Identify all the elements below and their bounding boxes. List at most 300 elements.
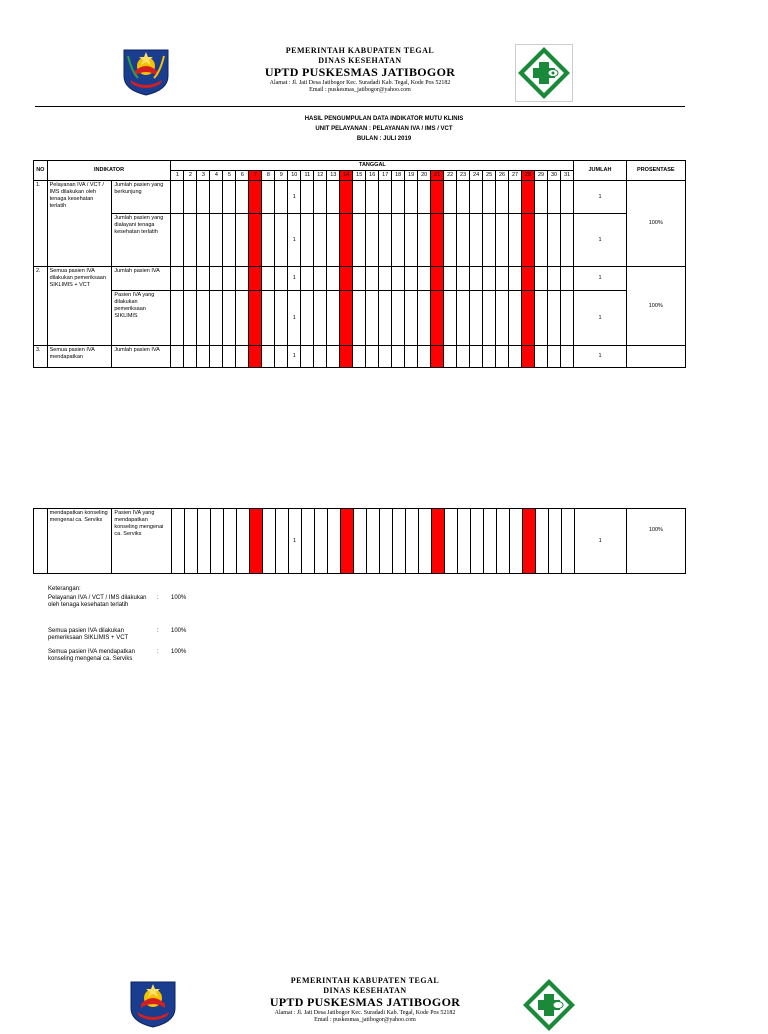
day-cell — [288, 214, 301, 267]
day-cell — [327, 346, 340, 368]
day-cell — [379, 214, 392, 267]
office-name-bottom: DINAS KESEHATAN — [323, 986, 407, 995]
day-cell-text: 1 — [293, 537, 297, 544]
day-cell-text: 1 — [292, 353, 296, 359]
day-header-text: 25 — [486, 172, 493, 178]
day-cell — [561, 346, 574, 368]
day-cell — [184, 346, 197, 368]
day-cell — [262, 214, 275, 267]
email-line-bottom: Email : puskesmas_jatibogor@yahoo.com — [314, 1017, 416, 1023]
puskesmas-name-bottom: UPTD PUSKESMAS JATIBOGOR — [269, 995, 461, 1009]
day-header-text: 30 — [550, 172, 558, 178]
day-cell — [444, 214, 457, 267]
day-cell — [405, 214, 418, 267]
day-header-text: 22 — [447, 172, 454, 178]
row-total-text: 1 — [598, 537, 602, 544]
day-cell — [210, 267, 223, 291]
day-header-text: 20 — [421, 172, 428, 178]
day-cell — [509, 291, 522, 346]
day-cell — [418, 291, 431, 346]
day-cell — [548, 509, 561, 574]
day-cell — [548, 181, 561, 214]
day-cell — [223, 181, 236, 214]
day-header — [522, 171, 535, 181]
day-cell — [353, 291, 366, 346]
table-row — [34, 346, 686, 368]
day-cell — [483, 267, 496, 291]
day-cell — [340, 214, 353, 267]
indicator-table — [33, 160, 686, 368]
letterhead-top — [0, 40, 768, 110]
day-cell — [392, 214, 405, 267]
day-cell — [314, 291, 327, 346]
header-no — [34, 161, 48, 181]
day-cell — [366, 181, 379, 214]
day-cell — [470, 291, 483, 346]
day-cell — [418, 509, 431, 574]
row-total-text: 1 — [598, 314, 602, 321]
notes-heading: Keterangan: — [48, 586, 81, 592]
table-row — [34, 291, 686, 346]
day-cell — [353, 346, 366, 368]
note-2-sep: : — [157, 628, 159, 634]
day-cell — [548, 214, 561, 267]
day-cell — [405, 267, 418, 291]
day-cell — [496, 267, 509, 291]
day-cell — [327, 181, 340, 214]
address-line: Alamat : Jl. Jati Desa Jatibogor Kec. Suradadi Kab. Tegal, Kode Pos 52182 — [269, 80, 451, 86]
day-header — [431, 171, 444, 181]
day-cell — [236, 214, 249, 267]
note-1-value: 100% — [171, 595, 187, 601]
day-cell — [275, 509, 288, 574]
row-total — [574, 181, 626, 214]
day-cell — [262, 291, 275, 346]
day-cell — [236, 291, 249, 346]
day-header-text: 1 — [175, 172, 179, 178]
day-header — [379, 171, 392, 181]
day-header — [301, 171, 314, 181]
day-cell — [327, 509, 340, 574]
day-cell — [457, 181, 470, 214]
row-indicator — [47, 181, 112, 267]
row-indicator-text: mendapatkan konseling mengenai ca. Serviks — [49, 510, 108, 523]
day-cell — [301, 267, 314, 291]
note-3-text: Semua pasien IVA mendapatkan konseling mengenai ca. Serviks — [48, 649, 135, 662]
day-cell-text: 1 — [292, 193, 296, 200]
day-cell — [301, 509, 314, 574]
day-cell — [275, 346, 288, 368]
day-cell — [223, 346, 236, 368]
day-cell — [210, 291, 223, 346]
day-cell — [366, 291, 379, 346]
day-header-text: 6 — [240, 172, 244, 178]
day-cell — [366, 267, 379, 291]
day-cell — [379, 267, 392, 291]
sub-indicator — [112, 346, 171, 368]
day-cell — [184, 181, 197, 214]
day-cell — [184, 214, 197, 267]
day-cell — [340, 267, 353, 291]
row-indicator-text: Semua pasien IVA dilakukan pemeriksaan SIKLIMIS + VCT — [49, 268, 106, 288]
day-cell — [197, 509, 210, 574]
day-header — [171, 171, 184, 181]
day-cell — [457, 346, 470, 368]
day-cell — [470, 509, 483, 574]
day-header — [288, 171, 301, 181]
day-cell — [340, 509, 353, 574]
day-cell — [249, 214, 262, 267]
day-cell — [457, 291, 470, 346]
day-header — [184, 171, 197, 181]
day-cell — [184, 267, 197, 291]
day-cell — [366, 214, 379, 267]
puskesmas-name: UPTD PUSKESMAS JATIBOGOR — [264, 65, 456, 79]
day-cell — [379, 346, 392, 368]
day-cell — [314, 267, 327, 291]
day-cell — [353, 214, 366, 267]
sub-indicator — [112, 291, 171, 346]
day-header-text: 27 — [511, 172, 519, 178]
row-total-text: 1 — [598, 236, 602, 243]
day-header — [340, 171, 353, 181]
day-cell — [288, 181, 301, 214]
day-cell — [288, 509, 301, 574]
day-cell — [431, 509, 444, 574]
day-cell — [483, 291, 496, 346]
day-header — [561, 171, 574, 181]
day-cell — [418, 346, 431, 368]
day-cell — [457, 509, 470, 574]
day-header-text: 26 — [499, 172, 506, 178]
day-cell — [275, 214, 288, 267]
row-total — [574, 509, 626, 574]
day-cell — [535, 346, 548, 368]
day-header — [405, 171, 418, 181]
day-cell — [392, 346, 405, 368]
row-no — [34, 181, 48, 267]
day-cell — [327, 214, 340, 267]
day-header-text: 8 — [266, 172, 270, 178]
day-cell — [444, 267, 457, 291]
day-header-text: 29 — [537, 172, 545, 178]
day-cell — [210, 181, 223, 214]
row-percent — [626, 346, 685, 368]
day-header — [418, 171, 431, 181]
sub-indicator — [112, 267, 171, 291]
day-cell — [483, 346, 496, 368]
day-cell — [171, 291, 184, 346]
indicator-table-continued — [33, 508, 686, 574]
day-cell — [561, 509, 574, 574]
day-cell — [249, 291, 262, 346]
day-cell — [405, 181, 418, 214]
day-cell — [509, 214, 522, 267]
day-cell — [379, 181, 392, 214]
puskesmas-logo-icon — [515, 44, 573, 102]
day-cell — [210, 509, 223, 574]
day-header — [392, 171, 405, 181]
day-cell — [561, 214, 574, 267]
day-cell — [262, 509, 275, 574]
address-line-bottom: Alamat : Jl. Jati Desa Jatibogor Kec. Suradadi Kab. Tegal, Kode Pos 52182 — [274, 1010, 456, 1016]
note-1-sep: : — [157, 595, 159, 601]
day-header — [327, 171, 340, 181]
day-cell — [236, 181, 249, 214]
note-2-text: Semua pasien IVA dilakukan pemeriksaan SIKLIMIS + VCT — [48, 628, 129, 641]
sub-indicator-text: Pasien IVA yang mendapatkan konseling mengenai ca. Serviks — [114, 510, 164, 537]
day-cell — [314, 509, 327, 574]
day-cell — [184, 291, 197, 346]
row-percent-text — [627, 356, 685, 358]
day-header — [457, 171, 470, 181]
day-cell — [418, 181, 431, 214]
row-total — [574, 214, 626, 267]
day-cell — [236, 267, 249, 291]
day-header-text: 13 — [330, 172, 337, 178]
day-cell — [275, 267, 288, 291]
gov-name: PEMERINTAH KABUPATEN TEGAL — [285, 46, 435, 55]
day-header-text: 28 — [524, 172, 532, 178]
day-cell — [405, 346, 418, 368]
row-total — [574, 291, 626, 346]
day-cell — [171, 214, 184, 267]
table-row — [34, 509, 686, 574]
day-cell — [392, 267, 405, 291]
sub-indicator-text: Jumlah pasien IVA — [114, 268, 160, 274]
day-cell — [496, 346, 509, 368]
day-header-text: 9 — [279, 172, 283, 178]
day-cell — [301, 291, 314, 346]
header-percent — [626, 161, 685, 181]
row-total-text: 1 — [598, 193, 602, 200]
regency-emblem-icon — [120, 46, 172, 96]
row-percent-text: 100% — [648, 220, 663, 226]
day-cell — [223, 291, 236, 346]
day-cell — [353, 267, 366, 291]
day-cell — [223, 509, 236, 574]
day-cell — [444, 509, 457, 574]
header-total — [574, 161, 626, 181]
day-cell — [353, 509, 366, 574]
day-header-text: 24 — [473, 172, 480, 178]
table-row — [34, 267, 686, 291]
sub-indicator-text: Jumlah pasien yang dialayani tenaga kesehatan terlatih — [114, 215, 164, 235]
day-cell — [262, 267, 275, 291]
row-indicator-text: Semua pasien IVA mendapatkan — [49, 347, 95, 360]
day-cell — [548, 291, 561, 346]
day-cell — [275, 291, 288, 346]
day-cell — [496, 214, 509, 267]
office-name: DINAS KESEHATAN — [318, 56, 402, 65]
day-cell — [431, 181, 444, 214]
day-header — [223, 171, 236, 181]
day-header-text: 10 — [291, 172, 298, 178]
day-cell — [535, 181, 548, 214]
note-2-value: 100% — [171, 628, 187, 634]
day-cell — [405, 291, 418, 346]
day-cell — [509, 509, 522, 574]
day-cell — [275, 181, 288, 214]
day-header — [197, 171, 210, 181]
day-header — [548, 171, 561, 181]
regency-emblem-icon — [127, 978, 179, 1028]
day-cell — [470, 267, 483, 291]
day-cell — [171, 346, 184, 368]
day-cell — [366, 346, 379, 368]
day-header-text: 7 — [253, 172, 257, 178]
day-cell — [392, 509, 405, 574]
day-cell — [444, 181, 457, 214]
day-cell — [379, 291, 392, 346]
day-cell — [470, 181, 483, 214]
day-cell — [210, 214, 223, 267]
day-header — [535, 171, 548, 181]
day-cell — [535, 214, 548, 267]
day-cell — [522, 181, 535, 214]
header-percent-text: PROSENTASE — [637, 167, 675, 173]
day-cell — [223, 214, 236, 267]
day-cell — [314, 346, 327, 368]
day-cell-text: 1 — [292, 314, 296, 321]
report-unit: UNIT PELAYANAN : PELAYANAN IVA / IMS / VCT — [315, 126, 453, 132]
day-cell — [184, 509, 197, 574]
day-cell — [327, 267, 340, 291]
row-percent — [626, 267, 685, 346]
day-cell — [522, 214, 535, 267]
row-no-text — [34, 509, 47, 511]
row-total-text: 1 — [598, 353, 602, 359]
row-no — [34, 267, 48, 346]
row-no — [34, 346, 48, 368]
day-cell — [535, 509, 548, 574]
row-no-text: 3. — [36, 347, 41, 353]
sub-indicator — [112, 509, 171, 574]
day-cell — [392, 181, 405, 214]
day-header-text: 17 — [382, 172, 389, 178]
day-header — [470, 171, 483, 181]
row-no-text: 2. — [36, 268, 41, 274]
email-line: Email : puskesmas_jatibogor@yahoo.com — [309, 87, 411, 93]
day-cell — [262, 346, 275, 368]
day-header — [444, 171, 457, 181]
row-percent-text: 100% — [648, 302, 663, 309]
day-cell — [301, 214, 314, 267]
letterhead-divider — [35, 106, 685, 107]
day-cell — [561, 267, 574, 291]
day-cell — [392, 291, 405, 346]
day-cell — [522, 509, 535, 574]
day-cell — [405, 509, 418, 574]
puskesmas-logo-icon — [520, 976, 578, 1034]
day-cell — [314, 181, 327, 214]
day-cell — [288, 346, 301, 368]
sub-indicator — [112, 214, 171, 267]
day-header-text: 5 — [227, 172, 231, 178]
day-cell — [301, 346, 314, 368]
note-1-text: Pelayanan IVA / VCT / IMS dilakukan oleh tenaga kesehatan terlatih — [48, 595, 147, 608]
day-cell — [340, 291, 353, 346]
letterhead-bottom — [0, 972, 768, 1032]
day-cell — [171, 267, 184, 291]
report-title: HASIL PENGUMPULAN DATA INDIKATOR MUTU KLINIS — [304, 116, 464, 122]
day-cell — [561, 291, 574, 346]
day-header-text: 23 — [460, 172, 467, 178]
day-cell — [314, 214, 327, 267]
note-3-value: 100% — [171, 649, 187, 655]
day-cell — [197, 267, 210, 291]
row-total — [574, 346, 626, 368]
table-row — [34, 214, 686, 267]
sub-indicator-text: Jumlah pasien IVA — [114, 347, 160, 353]
day-cell — [249, 181, 262, 214]
day-cell — [197, 291, 210, 346]
day-cell — [548, 346, 561, 368]
row-percent — [626, 509, 685, 574]
day-header — [496, 171, 509, 181]
day-cell-text: 1 — [292, 275, 296, 281]
day-header-text: 4 — [214, 172, 218, 178]
day-cell — [197, 214, 210, 267]
day-header-text: 19 — [408, 172, 415, 178]
row-no — [34, 509, 48, 574]
header-indicator-text: INDIKATOR — [94, 167, 125, 173]
day-cell — [483, 214, 496, 267]
day-cell — [379, 509, 392, 574]
row-percent-text: 100% — [648, 527, 663, 533]
day-cell — [340, 346, 353, 368]
day-cell — [496, 509, 509, 574]
day-header-text: 31 — [564, 172, 571, 178]
day-cell — [457, 214, 470, 267]
day-cell — [483, 509, 496, 574]
day-cell-text: 1 — [292, 236, 296, 243]
sub-indicator-text: Jumlah pasien yang berkunjung — [114, 182, 164, 195]
day-cell — [496, 181, 509, 214]
day-header — [249, 171, 262, 181]
day-header — [366, 171, 379, 181]
day-cell — [548, 267, 561, 291]
day-cell — [509, 267, 522, 291]
day-cell — [444, 346, 457, 368]
day-cell — [509, 346, 522, 368]
note-3-sep: : — [157, 649, 159, 655]
day-cell — [431, 214, 444, 267]
day-header-text: 12 — [317, 172, 324, 178]
sub-indicator — [112, 181, 171, 214]
header-total-text: JUMLAH — [588, 167, 612, 173]
day-header-text: 16 — [369, 172, 376, 178]
day-header-text: 18 — [395, 172, 402, 178]
day-header — [483, 171, 496, 181]
day-cell — [210, 346, 223, 368]
gov-name-bottom: PEMERINTAH KABUPATEN TEGAL — [290, 976, 440, 985]
sub-indicator-text: Pasien IVA yang dilakukan pemeriksaan SIKLIMIS — [114, 292, 155, 319]
day-cell — [197, 181, 210, 214]
row-percent — [626, 181, 685, 267]
day-cell — [418, 214, 431, 267]
day-cell — [561, 181, 574, 214]
day-cell — [288, 267, 301, 291]
day-cell — [431, 291, 444, 346]
day-header-text: 21 — [434, 172, 441, 178]
row-indicator — [47, 267, 112, 346]
row-total-text: 1 — [598, 275, 602, 281]
day-cell — [522, 291, 535, 346]
day-cell — [431, 267, 444, 291]
day-header-text: 2 — [188, 172, 192, 178]
day-cell — [340, 181, 353, 214]
